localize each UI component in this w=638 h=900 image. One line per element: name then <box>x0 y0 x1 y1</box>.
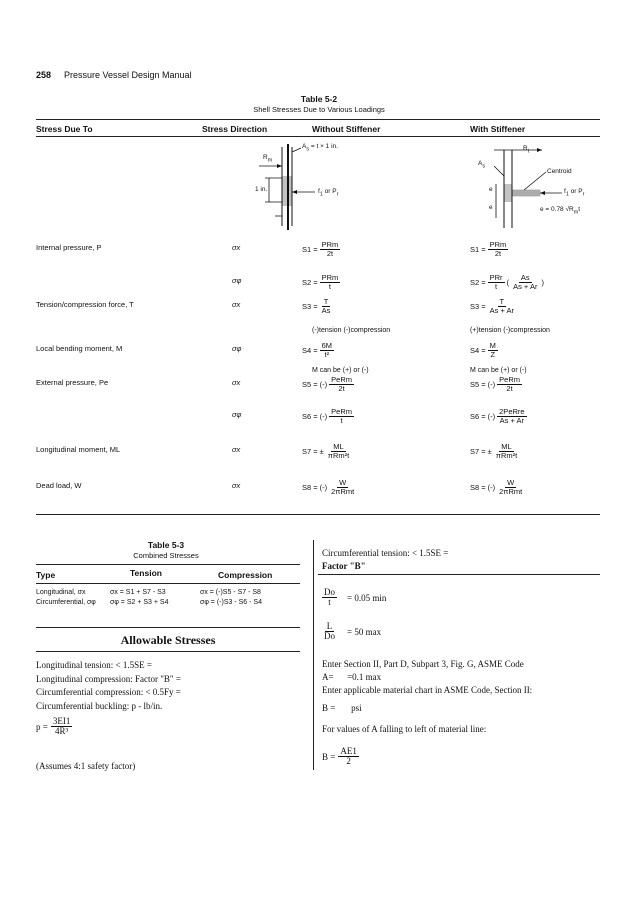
t3-row-tension: σφ = S2 + S3 + S4 <box>110 599 169 606</box>
with-stiffener-note: M can be (+) or (-) <box>470 367 527 374</box>
fig-label-e2: e <box>489 204 493 211</box>
without-stiffener-equation <box>302 241 340 258</box>
equation-lhs: S6 = <box>302 411 318 421</box>
equation-fraction: $\frac{\text{PRr}}{t}$ <box>489 273 503 291</box>
without-stiffener-equation <box>302 342 334 359</box>
stress-direction: σx <box>232 243 241 252</box>
fig-label-f1: $f_1$ or $P_r$ <box>318 188 339 198</box>
table-5-2-title: Shell Stresses Due to Various Loadings <box>253 105 385 114</box>
without-stiffener-note: (-)tension (-)compression <box>312 327 391 334</box>
equation-fraction: $\frac{\text{PRm}}{2t}$ <box>321 240 339 258</box>
enter-section-ii: Enter Section II, Part D, Subpart 3, Fig. G, ASME Code <box>322 659 524 669</box>
stress-load-label: Tension/compression force, T <box>36 300 134 309</box>
equation-lhs: S7 = <box>470 446 486 456</box>
equation-fraction: $\frac{ML}{\text{πRm²t}}$ <box>327 442 350 460</box>
equation-lhs: S2 = <box>302 277 318 287</box>
equation-fraction: $\frac{T}{As}$ <box>321 297 331 315</box>
buckling-formula: p = $\frac{3EI1}{\text{4R³}}$ <box>36 716 71 737</box>
without-stiffener-equation <box>302 479 356 496</box>
b-formula: B = $\frac{AE1}{2}$ <box>322 746 357 767</box>
without-stiffener-equation <box>302 274 340 291</box>
stress-direction: σx <box>232 378 241 387</box>
circ-tension: Circumferential tension: < 1.5SE = <box>322 548 449 558</box>
table-5-3-title: Combined Stresses <box>133 551 199 560</box>
b-value: B = psi <box>322 703 362 713</box>
allowable-heading: Allowable Stresses <box>120 633 216 647</box>
equation-fraction: $\frac{As}{As + Ar}$ <box>513 273 538 291</box>
equation-fraction: $\frac{\text{PRm}}{2t}$ <box>489 240 507 258</box>
with-stiffener-equation: S2 = $\frac{\text{PRr}}{t}$ ( $\frac{As}{As + Ar}$ ) <box>470 273 544 291</box>
fig-label-1in: 1 in. <box>255 186 268 193</box>
equation-lhs: S5 = <box>302 379 318 389</box>
t3-col-tension: Tension <box>130 568 162 578</box>
with-stiffener-equation <box>470 298 516 315</box>
equation-fraction: $\frac{\text{2PeRre}}{As + Ar}$ <box>499 407 525 425</box>
enter-material-chart: Enter applicable material chart in ASME Code, Section II: <box>322 685 533 695</box>
with-stiffener-equation <box>470 408 527 425</box>
equation-sign: ± <box>319 446 324 456</box>
without-stiffener-equation <box>302 443 351 460</box>
factor-b-heading: Factor "B" <box>322 561 366 571</box>
page-number: 258 <box>36 70 52 80</box>
equation-sign: (-) <box>487 379 496 389</box>
equation-lhs: S8 = <box>470 482 486 492</box>
fig-label-as: $A_s = t \times 1$ in. <box>302 143 338 153</box>
a-value: A= =0.1 max <box>322 672 382 682</box>
allowable-line: Circumferential buckling: p - lb/in. <box>36 700 163 711</box>
without-stiffener-equation <box>302 408 354 425</box>
equation-lhs: S2 = <box>470 277 486 287</box>
with-stiffener-equation <box>470 241 508 258</box>
with-stiffener-equation <box>470 479 524 496</box>
equation-fraction: $\frac{\text{PeRm}}{t}$ <box>331 407 352 425</box>
col-stress-due-to: Stress Due To <box>36 124 93 134</box>
with-stiffener-equation <box>470 342 498 359</box>
col-stress-direction: Stress Direction <box>202 124 268 134</box>
stress-load-label: Longitudinal moment, ML <box>36 445 121 454</box>
equation-lhs: S7 = <box>302 446 318 456</box>
equation-lhs: S3 = <box>470 301 486 311</box>
equation-lhs: S6 = <box>470 411 486 421</box>
allowable-line: Longitudinal compression: Factor "B" = <box>36 673 181 684</box>
equation-fraction: $\frac{W}{\text{2πRmt}}$ <box>499 478 523 496</box>
stress-direction: σφ <box>232 344 242 353</box>
equation-fraction: $\frac{W}{\text{2πRmt}}$ <box>331 478 355 496</box>
t3-row-type: Circumferential, σφ <box>36 599 96 606</box>
equation-fraction: $\frac{M}{Z}$ <box>489 341 496 359</box>
equation-fraction: $\frac{\text{PRm}}{t}$ <box>321 273 339 291</box>
t3-row-compression: σφ = (-)S3 - S6 - S4 <box>200 599 262 606</box>
equation-lhs: S1 = <box>470 244 486 254</box>
equation-lhs: S3 = <box>302 301 318 311</box>
equation-fraction: $\frac{\text{PeRm}}{2t}$ <box>499 375 520 393</box>
col-with-stiffener: With Stiffener <box>470 124 526 134</box>
allowable-lines <box>36 659 181 713</box>
col-without-stiffener: Without Stiffener <box>312 124 381 134</box>
fig-label-f1-right: $f_1$ or $P_r$ <box>564 188 585 198</box>
allowable-line: Longitudinal tension: < 1.5SE = <box>36 660 152 670</box>
equation-sign: ± <box>487 446 492 456</box>
equation-sign: (-) <box>319 482 328 492</box>
allowable-line: Circumferential compression: < 0.5Fy = <box>36 687 181 697</box>
fig-label-as-right: $A_s$ <box>478 160 486 170</box>
equation-lhs: S1 = <box>302 244 318 254</box>
t3-row-type: Longitudinal, σx <box>36 589 86 596</box>
do-over-t: $\frac{Do}{t}$ = 0.05 min <box>324 587 387 608</box>
stress-direction: σx <box>232 445 241 454</box>
equation-sign: (-) <box>319 379 328 389</box>
equation-lhs: S8 = <box>302 482 318 492</box>
safety-factor-note: (Assumes 4:1 safety factor) <box>36 761 136 771</box>
equation-lhs: S4 = <box>302 345 318 355</box>
fig-label-e1: e <box>489 186 493 193</box>
l-over-do: $\frac{L}{Do}$ = 50 max <box>324 621 382 642</box>
t3-col-type: Type <box>36 570 56 580</box>
running-title: Pressure Vessel Design Manual <box>64 70 192 80</box>
without-stiffener-note: M can be (+) or (-) <box>312 367 369 374</box>
fig-label-centroid: Centroid <box>547 168 572 175</box>
equation-sign: (-) <box>487 411 496 421</box>
with-stiffener-equation <box>470 443 519 460</box>
stress-direction: σx <box>232 481 241 490</box>
with-stiffener-equation <box>470 376 522 393</box>
equation-sign: (-) <box>319 411 328 421</box>
stress-direction: σφ <box>232 410 242 419</box>
stress-load-label: Dead load, W <box>36 481 82 490</box>
equation-fraction: $\frac{\text{PeRm}}{2t}$ <box>331 375 352 393</box>
without-stiffener-equation <box>302 376 354 393</box>
fig-label-rm: $R_m$ <box>263 154 273 164</box>
stress-load-label: Local bending moment, M <box>36 344 123 353</box>
stress-direction: σφ <box>232 276 242 285</box>
table-5-2-label: Table 5-2 <box>300 94 338 104</box>
equation-fraction: $\frac{T}{As + Ar}$ <box>489 297 515 315</box>
stress-direction: σx <box>232 300 241 309</box>
stress-load-label: Internal pressure, P <box>36 243 102 252</box>
fig-label-edist: e = 0.78 $√R_mt$ <box>540 206 581 216</box>
table-5-3-label: Table 5-3 <box>147 540 185 550</box>
equation-fraction: $\frac{ML}{\text{πRm²t}}$ <box>495 442 518 460</box>
values-of-a-note: For values of A falling to left of material line: <box>322 724 487 734</box>
equation-lhs: S4 = <box>470 345 486 355</box>
equation-fraction: $\frac{6M}{\text{t²}}$ <box>321 341 333 359</box>
t3-row-compression: σx = (-)S5 - S7 - S8 <box>200 589 261 596</box>
equation-sign: (-) <box>487 482 496 492</box>
without-stiffener-equation <box>302 298 332 315</box>
stiffened-shell-diagram <box>480 142 600 232</box>
t3-row-tension: σx = S1 + S7 - S3 <box>110 589 166 596</box>
t3-col-compression: Compression <box>218 570 273 580</box>
fig-label-rt: $R_t$ <box>523 145 530 155</box>
equation-lhs: S5 = <box>470 379 486 389</box>
with-stiffener-note: (+)tension (-)compression <box>470 327 550 334</box>
stress-load-label: External pressure, Pe <box>36 378 109 387</box>
